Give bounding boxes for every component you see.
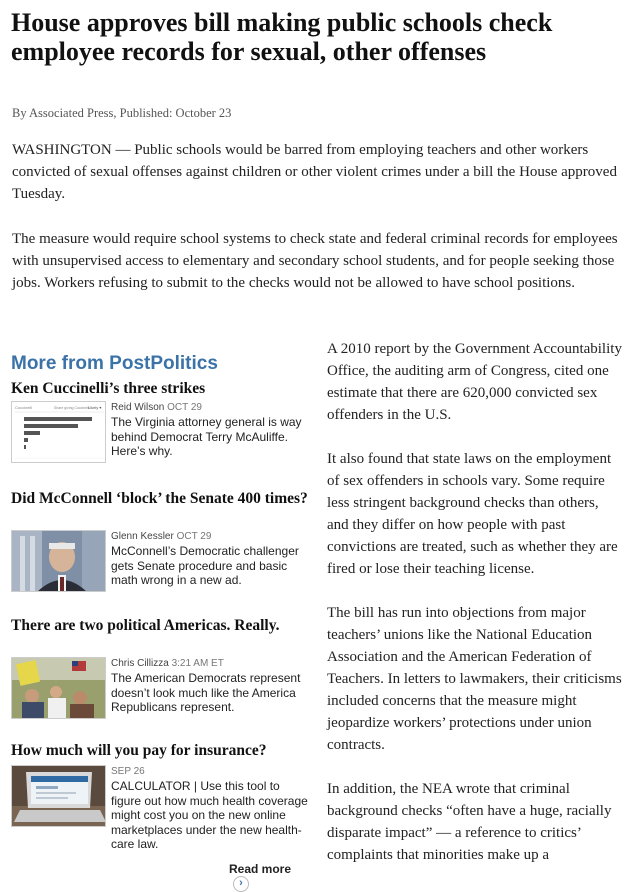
- story-author: Glenn Kessler: [111, 531, 174, 542]
- story-date: 3:21 AM ET: [171, 658, 224, 669]
- related-story-4[interactable]: [11, 741, 311, 851]
- story-meta: [111, 402, 311, 413]
- article-headline: House approves bill making public schools check employee records for sexual, other offenses: [11, 8, 553, 66]
- related-story-title[interactable]: There are two political Americas. Really.: [11, 617, 280, 634]
- story-meta: [111, 766, 311, 777]
- story-author: Reid Wilson: [111, 402, 165, 413]
- related-story-2[interactable]: [11, 489, 311, 587]
- story-blurb: The Virginia attorney general is way behind Democrat Terry McAuliffe. Here’s why.: [111, 415, 302, 458]
- article-paragraph-2: The measure would require school systems to check state and federal criminal records for employees with unsupervised access to elementary and secondary school students, and for people seeking those jobs. Workers refusing to submit to the checks would not be allowed to have school positions.: [12, 231, 618, 291]
- read-more-label[interactable]: Read more: [229, 862, 292, 876]
- related-story-title[interactable]: Ken Cuccinelli’s three strikes: [11, 380, 206, 397]
- crowd-image: [12, 658, 106, 719]
- read-more-link[interactable]: [229, 862, 311, 892]
- related-story-title[interactable]: How much will you pay for insurance?: [11, 742, 267, 759]
- thumb-header-left: Cuccinelli: [15, 405, 33, 410]
- mcconnell-photo-thumbnail[interactable]: [11, 530, 106, 592]
- story-meta: [111, 658, 311, 669]
- related-story-title[interactable]: Did McConnell ‘block’ the Senate 400 times?: [11, 490, 308, 507]
- protest-photo-thumbnail[interactable]: [11, 657, 106, 719]
- article-paragraph-3: A 2010 report by the Government Accountability Office, the auditing arm of Congress, cited one estimate that there are 620,000 convicted sex offenders in the U.S.: [327, 341, 622, 423]
- article-byline: By Associated Press, Published: October 23: [12, 106, 232, 120]
- story-meta: [111, 531, 311, 542]
- portrait-image: [12, 531, 106, 592]
- story-blurb: The American Democrats represent doesn’t look much like the America Republicans represent.: [111, 671, 301, 714]
- chart-thumbnail[interactable]: [11, 401, 106, 463]
- module-title[interactable]: More from PostPolitics: [11, 353, 218, 374]
- bar-chart-thumbnail-image: [12, 402, 106, 463]
- story-author: Chris Cillizza: [111, 658, 169, 669]
- thumb-header-mid: Share giving Cuccinelli: [54, 406, 90, 410]
- article-paragraph-4: It also found that state laws on the employment of sex offenders in schools vary. Some require less stringent background checks than others, and they differ on how people with past convictions are treated, such as whether they are fired or lose their teaching license.: [327, 451, 618, 577]
- related-story-1[interactable]: [11, 379, 311, 458]
- story-date: OCT 29: [176, 531, 212, 542]
- thumb-header-right: Likely ▾: [88, 405, 102, 410]
- calculator-thumbnail[interactable]: [11, 765, 106, 827]
- article-paragraph-6: In addition, the NEA wrote that criminal background checks “often have a huge, racially disparate impact” — a reference to critics’ complaints that minorities make up a: [327, 781, 612, 863]
- more-from-postpolitics-module: [11, 352, 311, 889]
- story-date: OCT 29: [167, 402, 202, 413]
- story-blurb: McConnell’s Democratic challenger gets Senate procedure and basic math wrong in a new ad.: [111, 544, 299, 587]
- article-paragraph-1: WASHINGTON — Public schools would be barred from employing teachers and other workers convicted of sexual offenses against children or other violent crimes under a bill the House approved Tuesday.: [12, 142, 617, 202]
- article-continued-column: [327, 338, 623, 888]
- story-blurb: CALCULATOR | Use this tool to figure out how much health coverage might cost you on the new online marketplaces under the new health-care law.: [111, 779, 308, 851]
- chevron-right-icon[interactable]: ›: [233, 876, 249, 892]
- related-story-3[interactable]: [11, 616, 311, 714]
- story-date: SEP 26: [111, 766, 145, 777]
- laptop-image: [12, 766, 106, 827]
- article-paragraph-5: The bill has run into objections from major teachers’ unions like the National Education Association and the American Federation of Teachers. In letters to lawmakers, their criticisms included concerns that the measure might jeopardize workers’ protections under union contracts.: [327, 605, 622, 753]
